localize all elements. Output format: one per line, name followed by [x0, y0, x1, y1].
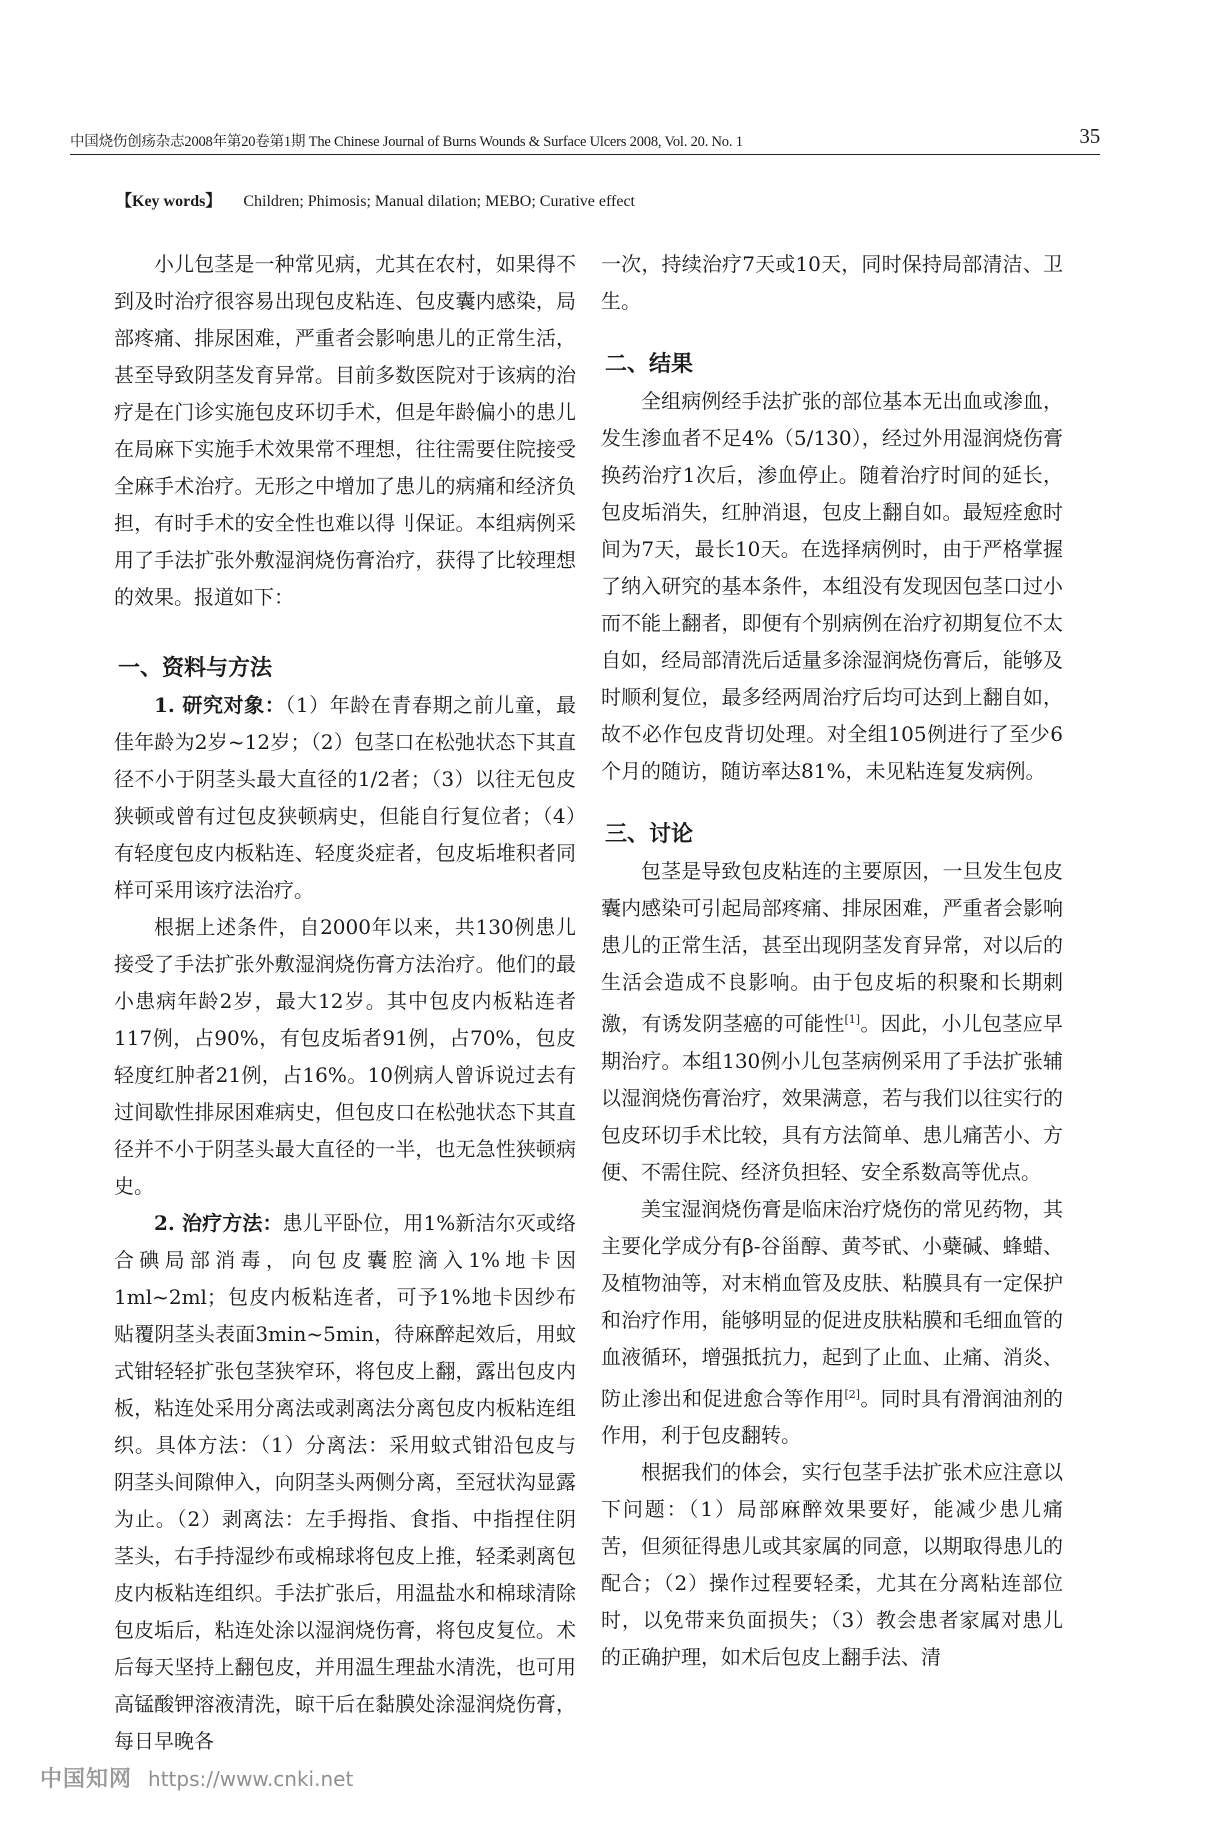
right-column	[601, 246, 1063, 1676]
subjects-text: （1）年龄在青春期之前儿童，最佳年龄为2岁~12岁；（2）包茎口在松弛状态下其直径不小于阴茎头最大直径的1/2者；（3）以往无包皮狭顿或曾有过包皮狭顿病史，但能自行复位者；（4）有轻度包皮内板粘连、轻度炎症者，包皮垢堆积者同样可采用该疗法治疗。	[114, 693, 577, 902]
citation-ref-1: [1]	[844, 1013, 861, 1026]
left-column	[114, 246, 576, 1760]
intro-paragraph: 小儿包茎是一种常见病，尤其在农村，如果得不到及时治疗很容易出现包皮粘连、包皮囊内感染，局部疼痛、排尿困难，严重者会影响患儿的正常生活，甚至导致阴茎发育异常。目前多数医院对于该病的治疗是在门诊实施包皮环切手术，但是年龄偏小的患儿在局麻下实施手术效果常不理想，往往需要住院接受全麻手术治疗。无形之中增加了患儿的病痛和经济负担，有时手术的安全性也难以得刂保证。本组病例采用了手法扩张外敷湿润烧伤膏治疗，获得了比较理想的效果。报道如下：	[114, 252, 576, 609]
section-title-methods: 一、资料与方法	[118, 656, 273, 681]
treatment-label: 2. 治疗方法：	[154, 1211, 283, 1235]
treatment-paragraph	[114, 1205, 576, 1760]
treatment-text: 患儿平卧位，用1%新洁尔灭或络合碘局部消毒，向包皮囊腔滴入1%地卡因1ml~2ml；包皮内板粘连者，可予1%地卡因纱布贴覆阴茎头表面3min~5min，待麻醉起效后，用蚊式钳轻轻扩张包茎狭窄环，将包皮上翻，露出包皮内板，粘连处采用分离法或剥离法分离包皮内板粘连组织。具体方法：（1）分离法：采用蚊式钳沿包皮与阴茎头间隙伸入，向阴茎头两侧分离，至冠状沟显露为止。（2）剥离法：左手拇指、食指、中指捏住阴茎头，右手持湿纱布或棉球将包皮上推，轻柔剥离包皮内板粘连组织。手法扩张后，用温盐水和棉球清除包皮垢后，粘连处涂以湿润烧伤膏，将包皮复位。术后每天坚持上翻包皮，并用温生理盐水清洗，也可用高锰酸钾溶液清洗，晾干后在黏膜处涂湿润烧伤膏，每日早晚各	[114, 1211, 576, 1753]
citation-ref-2: [2]	[844, 1387, 861, 1401]
cases-paragraph: 根据上述条件，自2000年以来，共130例患儿接受了手法扩张外敷湿润烧伤膏方法治疗。他们的最小患病年龄2岁，最大12岁。其中包皮内板粘连者117例，占90%，有包皮垢者91例，占70%，包皮轻度红肿者21例，占16%。10例病人曾诉说过去有过间歇性排尿困难病史，但包皮口在松弛状态下其直径并不小于阴茎头最大直径的一半，也无急性狭顿病史。	[114, 915, 576, 1198]
running-header	[70, 124, 1100, 155]
cnki-logo: 中国知网	[40, 1767, 133, 1792]
watermark-footer	[40, 1762, 353, 1793]
discussion-2-text-a: 美宝湿润烧伤膏是临床治疗烧伤的常见药物，其主要化学成分有β-谷甾醇、黄芩甙、小蘗碱、蜂蜡、及植物油等，对末梢血管及皮肤、粘膜具有一定保护和治疗作用，能够明显的促进皮肤粘膜和毛细血管的血液循环，增强抵抗力，起到了止血、止痛、消炎、防止渗出和促进愈合等作用	[601, 1196, 1063, 1411]
discussion-1-text-b: 。因此，小儿包茎应早期治疗。本组130例小儿包茎病例采用了手法扩张辅以湿润烧伤膏治疗，效果满意，若与我们以往实行的包皮环切手术比较，具有方法简单、患儿痛苦小、方便、不需住院、经济负担轻、安全系数高等优点。	[601, 1011, 1064, 1184]
subjects-paragraph	[114, 687, 576, 909]
treatment-continued: 一次，持续治疗7天或10天，同时保持局部清洁、卫生。	[601, 252, 1063, 313]
cnki-url: https://www.cnki.net	[148, 1767, 354, 1791]
page-number: 35	[1079, 124, 1100, 148]
discussion-paragraph-2	[601, 1191, 1063, 1455]
discussion-2-text-b: 。同时具有滑润油剂的作用，利于包皮翻转。	[601, 1386, 1064, 1448]
section-title-results: 二、结果	[605, 352, 694, 377]
results-paragraph: 全组病例经手法扩张的部位基本无出血或渗血，发生渗血者不足4%（5/130），经过外用湿润烧伤膏换药治疗1次后，渗血停止。随着治疗时间的延长，包皮垢消失，红肿消退，包皮上翻自如。最短痊愈时间为7天，最长10天。在选择病例时，由于严格掌握了纳入研究的基本条件，本组没有发现因包茎口过小而不能上翻者，即便有个别病例在治疗初期复位不太自如，经局部清洗后适量多涂湿润烧伤膏后，能够及时顺利复位，最多经两周治疗后均可达到上翻自如，故不必作包皮背切处理。对全组105例进行了至少6个月的随访，随访率达81%，未见粘连复发病例。	[601, 389, 1063, 783]
subjects-label: 1. 研究对象：	[154, 693, 286, 717]
discussion-paragraph-3: 根据我们的体会，实行包茎手法扩张术应注意以下问题：（1）局部麻醉效果要好，能减少患儿痛苦，但须征得患儿或其家属的同意，以期取得患儿的配合；（2）操作过程要轻柔，尤其在分离粘连部位时，以免带来负面损失；（3）教会患者家属对患儿的正确护理，如术后包皮上翻手法、清	[601, 1460, 1063, 1670]
discussion-paragraph-1	[601, 853, 1063, 1191]
keywords-text: Children; Phimosis; Manual dilation; MEBO; Curative effect	[243, 193, 635, 210]
keywords-label: 【Key words】	[116, 193, 222, 210]
keywords-line	[116, 188, 635, 211]
journal-citation: 中国烧伤创疡杂志2008年第20卷第1期 The Chinese Journal of Burns Wounds & Surface Ulcers 2008, Vol. 20. No. 1	[70, 134, 743, 150]
section-title-discussion: 三、讨论	[605, 822, 694, 847]
discussion-1-text-a: 包茎是导致包皮粘连的主要原因，一旦发生包皮囊内感染可引起局部疼痛、排尿困难，严重者会影响患儿的正常生活，甚至出现阴茎发育异常，对以后的生活会造成不良影响。由于包皮垢的积聚和长期刺激，有诱发阴茎癌的可能性	[601, 859, 1063, 1036]
